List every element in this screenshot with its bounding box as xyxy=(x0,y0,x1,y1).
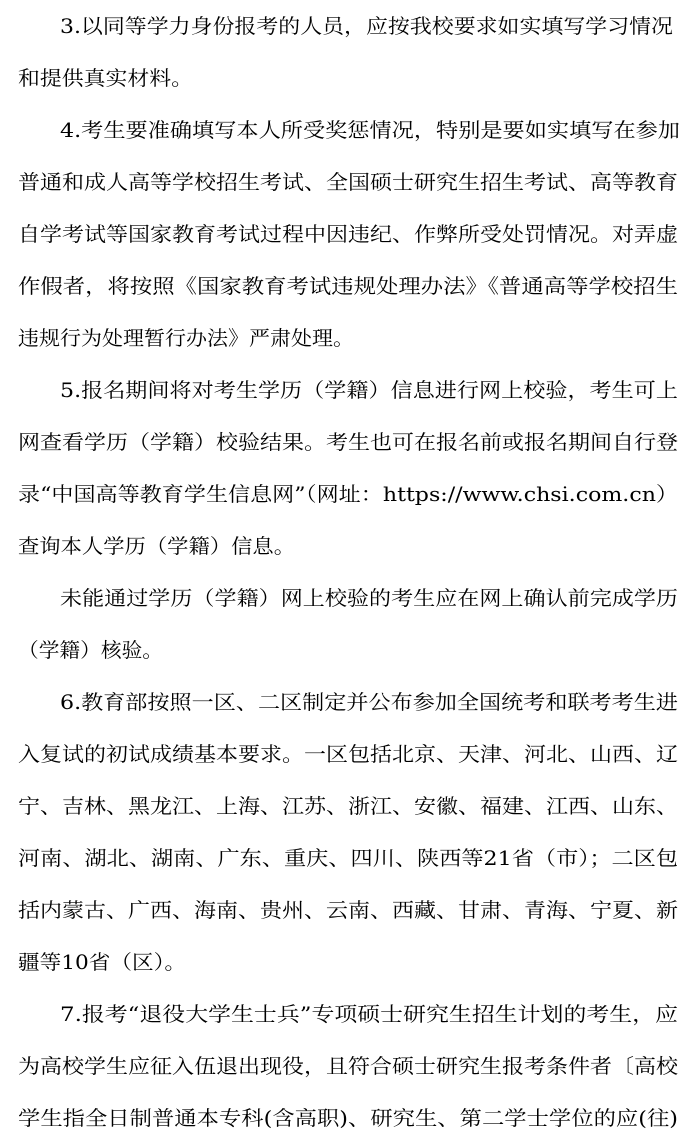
line-text: 为高校学生应征入伍退出现役，且符合硕士研究生报考条件者〔高校 xyxy=(18,1054,678,1078)
line-text: 网查看学历（学籍）校验结果。考生也可在报名前或报名期间自行登 xyxy=(18,430,678,454)
line-text: 7.报考“退役大学生士兵”专项硕士研究生招生计划的考生，应 xyxy=(60,1002,678,1026)
text-line xyxy=(0,520,700,572)
text-line xyxy=(0,572,700,624)
line-text: （学籍）核验。 xyxy=(18,638,163,662)
text-line xyxy=(0,1092,700,1144)
line-text: 未能通过学历（学籍）网上校验的考生应在网上确认前完成学历 xyxy=(60,586,678,610)
text-line xyxy=(0,1040,700,1092)
text-line xyxy=(0,468,700,520)
line-text: 3.以同等学力身份报考的人员，应按我校要求如实填写学习情况 xyxy=(60,14,673,38)
text-line xyxy=(0,364,700,416)
text-line xyxy=(0,104,700,156)
text-line xyxy=(0,260,700,312)
text-line xyxy=(0,676,700,728)
line-text: 4.考生要准确填写本人所受奖惩情况，特别是要如实填写在参加 xyxy=(60,118,680,142)
line-text: 疆等10省（区）。 xyxy=(18,950,186,974)
line-text: 普通和成人高等学校招生考试、全国硕士研究生招生考试、高等教育 xyxy=(18,170,678,194)
line-text: 违规行为处理暂行办法》严肃处理。 xyxy=(18,326,354,350)
text-line xyxy=(0,624,700,676)
line-text: 5.报名期间将对考生学历（学籍）信息进行网上校验，考生可上 xyxy=(60,378,678,402)
text-line xyxy=(0,884,700,936)
line-text: 6.教育部按照一区、二区制定并公布参加全国统考和联考考生进 xyxy=(60,690,678,714)
text-line xyxy=(0,988,700,1040)
line-text: 入复试的初试成绩基本要求。一区包括北京、天津、河北、山西、辽 xyxy=(18,742,678,766)
text-line xyxy=(0,156,700,208)
line-text: 括内蒙古、广西、海南、贵州、云南、西藏、甘肃、青海、宁夏、新 xyxy=(18,898,678,922)
text-line xyxy=(0,832,700,884)
text-line xyxy=(0,208,700,260)
text-line xyxy=(0,780,700,832)
line-text: 查询本人学历（学籍）信息。 xyxy=(18,534,295,558)
line-text: 学生指全日制普通本专科(含高职)、研究生、第二学士学位的应(往) xyxy=(18,1106,678,1130)
text-line xyxy=(0,728,700,780)
line-text: 自学考试等国家教育考试过程中因违纪、作弊所受处罚情况。对弄虚 xyxy=(18,222,678,246)
text-line xyxy=(0,312,700,364)
text-line xyxy=(0,52,700,104)
text-line xyxy=(0,416,700,468)
line-text: 和提供真实材料。 xyxy=(18,66,193,90)
line-text: 宁、吉林、黑龙江、上海、江苏、浙江、安徽、福建、江西、山东、 xyxy=(18,794,678,818)
text-line xyxy=(0,0,700,52)
text-line xyxy=(0,936,700,988)
line-text: 作假者，将按照《国家教育考试违规处理办法》《普通高等学校招生 xyxy=(18,274,678,298)
line-text: 录“中国高等教育学生信息网”（网址：https://www.chsi.com.cn） xyxy=(18,482,678,506)
line-text: 河南、湖北、湖南、广东、重庆、四川、陕西等21省（市）；二区包 xyxy=(18,846,678,870)
